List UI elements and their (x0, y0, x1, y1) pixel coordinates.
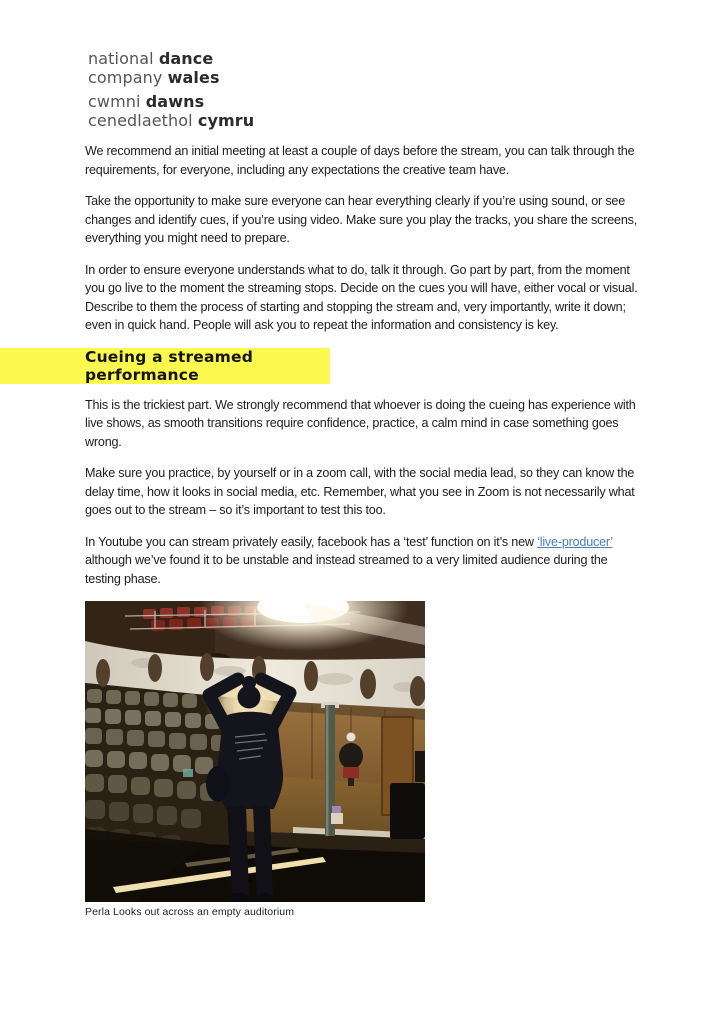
live-producer-link[interactable]: ‘live-producer’ (537, 534, 613, 549)
logo-line (88, 111, 254, 130)
photo-caption: Perla Looks out across an empty auditorium (85, 906, 295, 918)
document-body (85, 142, 645, 918)
logo-text-bold: cymru (197, 111, 255, 130)
logo-text-bold: dance (158, 49, 214, 68)
section-heading-highlight (0, 348, 330, 384)
paragraph-initial-meeting: We recommend an initial meeting at least a couple of days before the stream, you can talk through the requirements, for everyone, including any expectations the creative team have. (85, 144, 635, 177)
auditorium-photo (85, 601, 425, 902)
paragraph-take-opportunity: Take the opportunity to make sure everyone can hear everything clearly if you’re using sound, or see changes and identify cues, if you’re using video. Make sure you play the tracks, you share the screens, everything you might need to prepare. (85, 194, 638, 245)
paragraph-text: In Youtube you can stream privately easily, facebook has a ‘test’ function on it’s new (85, 534, 538, 549)
logo-text: cwmni (88, 92, 146, 111)
paragraph-talk-it-through: In order to ensure everyone understands what to do, talk it through. Go part by part, from the moment you go live to the moment the streaming stops. Decide on the cues you will have, either vocal or visual. Describe to them the process of starting and stopping the stream and, very importantly, write it down; even in quick hand. People will ask you to repeat the information and consistency is key. (85, 262, 638, 332)
paragraph-youtube (85, 533, 645, 589)
paragraph-trickiest-part: This is the trickiest part. We strongly recommend that whoever is doing the cueing has experience with live shows, as smooth transitions require confidence, practice, a calm mind in case something goes wrong. (85, 397, 636, 449)
paragraph-practice: Make sure you practice, by yourself or in a zoom call, with the social media lead, so they can know the delay time, how it looks in social media, etc. Remember, what you see in Zoom is not necessarily what goes out to the stream – so it’s important to test this too. (85, 466, 635, 517)
auditorium-figure (85, 601, 645, 918)
logo-text: company (88, 68, 168, 87)
section-heading: Cueing a streamed performance (85, 347, 254, 384)
logo-text: cenedlaethol (88, 111, 198, 130)
paragraph-text: although we’ve found it to be unstable and instead streamed to a very limited audience during the testing phase. (85, 553, 608, 586)
logo-text-bold: wales (167, 68, 220, 87)
logo-text: national (88, 49, 159, 68)
logo-line (88, 49, 254, 68)
logo-text-bold: dawns (145, 92, 205, 111)
logo-line (88, 68, 254, 87)
logo-line (88, 92, 254, 111)
ndcw-logo (88, 49, 254, 130)
